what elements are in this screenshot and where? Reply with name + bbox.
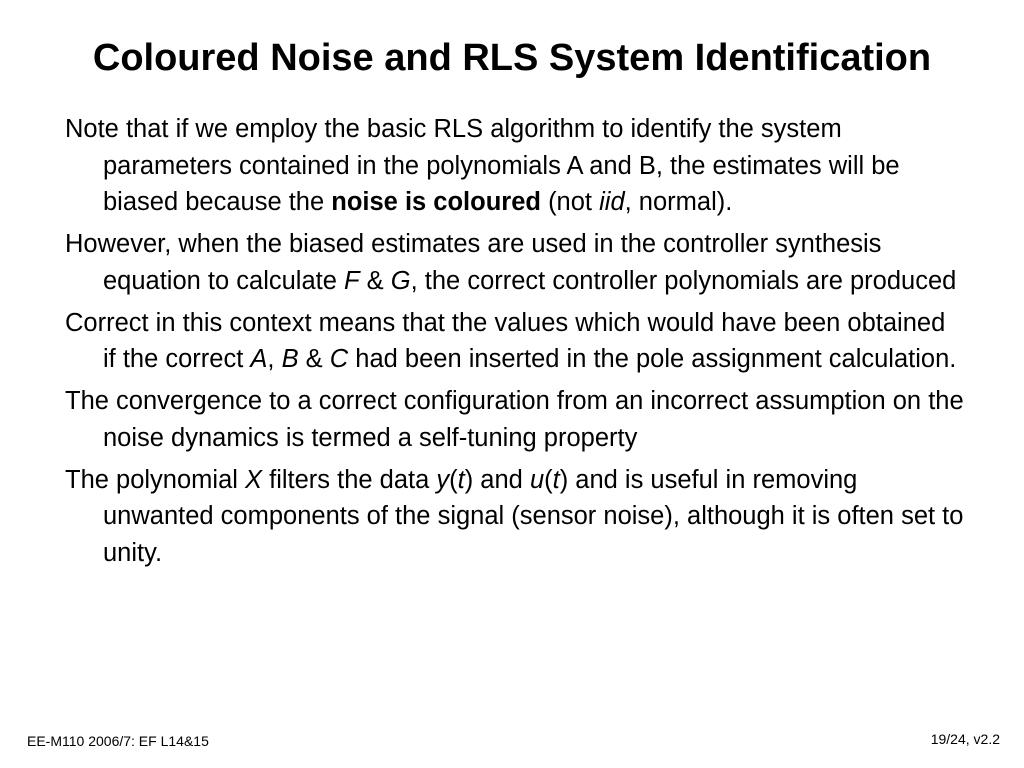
text-segment: had been inserted in the pole assignment calculation. (348, 345, 957, 373)
bullet-paragraph (65, 383, 965, 456)
text-segment: y (436, 465, 450, 494)
footer-page-number: 19/24, v2.2 (930, 731, 1000, 747)
text-segment: Correct in this context means that the values which would have been obtained if the correct (65, 308, 946, 373)
bullet-paragraph (65, 305, 965, 378)
text-segment: t (457, 465, 465, 494)
slide-title: Coloured Noise and RLS System Identification (92, 37, 932, 79)
text-segment: X (245, 465, 263, 494)
slide-content (65, 111, 965, 577)
text-segment: B (281, 345, 299, 373)
bullet-paragraph (65, 226, 965, 299)
text-segment: C (329, 345, 349, 373)
text-segment: , normal). (624, 188, 733, 216)
text-segment: F (344, 266, 360, 295)
text-segment: & (298, 345, 330, 373)
text-segment: t (552, 465, 560, 494)
text-segment: The convergence to a correct configuration from an incorrect assumption on the noise dynamics is termed a self-tuning property (65, 387, 964, 452)
text-segment: The polynomial (65, 465, 246, 494)
bullet-paragraph (65, 111, 965, 221)
text-segment: G (390, 266, 411, 295)
text-segment: filters the data (262, 465, 437, 494)
text-segment: & (359, 266, 391, 295)
text-segment: ( (449, 465, 458, 494)
text-segment: iid (599, 188, 625, 216)
text-segment: , the correct controller polynomials are produced (410, 266, 957, 295)
text-segment: u (529, 465, 545, 494)
text-segment: (not (540, 188, 600, 216)
text-segment: However, when the biased estimates are used in the controller synthesis equation to calculate (65, 230, 882, 295)
text-segment: ( (544, 465, 553, 494)
bullet-paragraph (65, 462, 965, 572)
text-segment: noise is coloured (331, 188, 541, 216)
text-segment: ) and (464, 465, 530, 494)
text-segment: ) and is useful in removing unwanted components of the signal (sensor noise), although it is often set to unity. (103, 465, 964, 567)
footer-course-label: EE-M110 2006/7: EF L14&15 (27, 733, 209, 749)
text-segment: , (267, 345, 282, 373)
text-segment: Note that if we employ the basic RLS algorithm to identify the system parameters contained in the polynomials A and B, the estimates will be biased because the (65, 115, 900, 216)
text-segment: A (250, 345, 268, 373)
